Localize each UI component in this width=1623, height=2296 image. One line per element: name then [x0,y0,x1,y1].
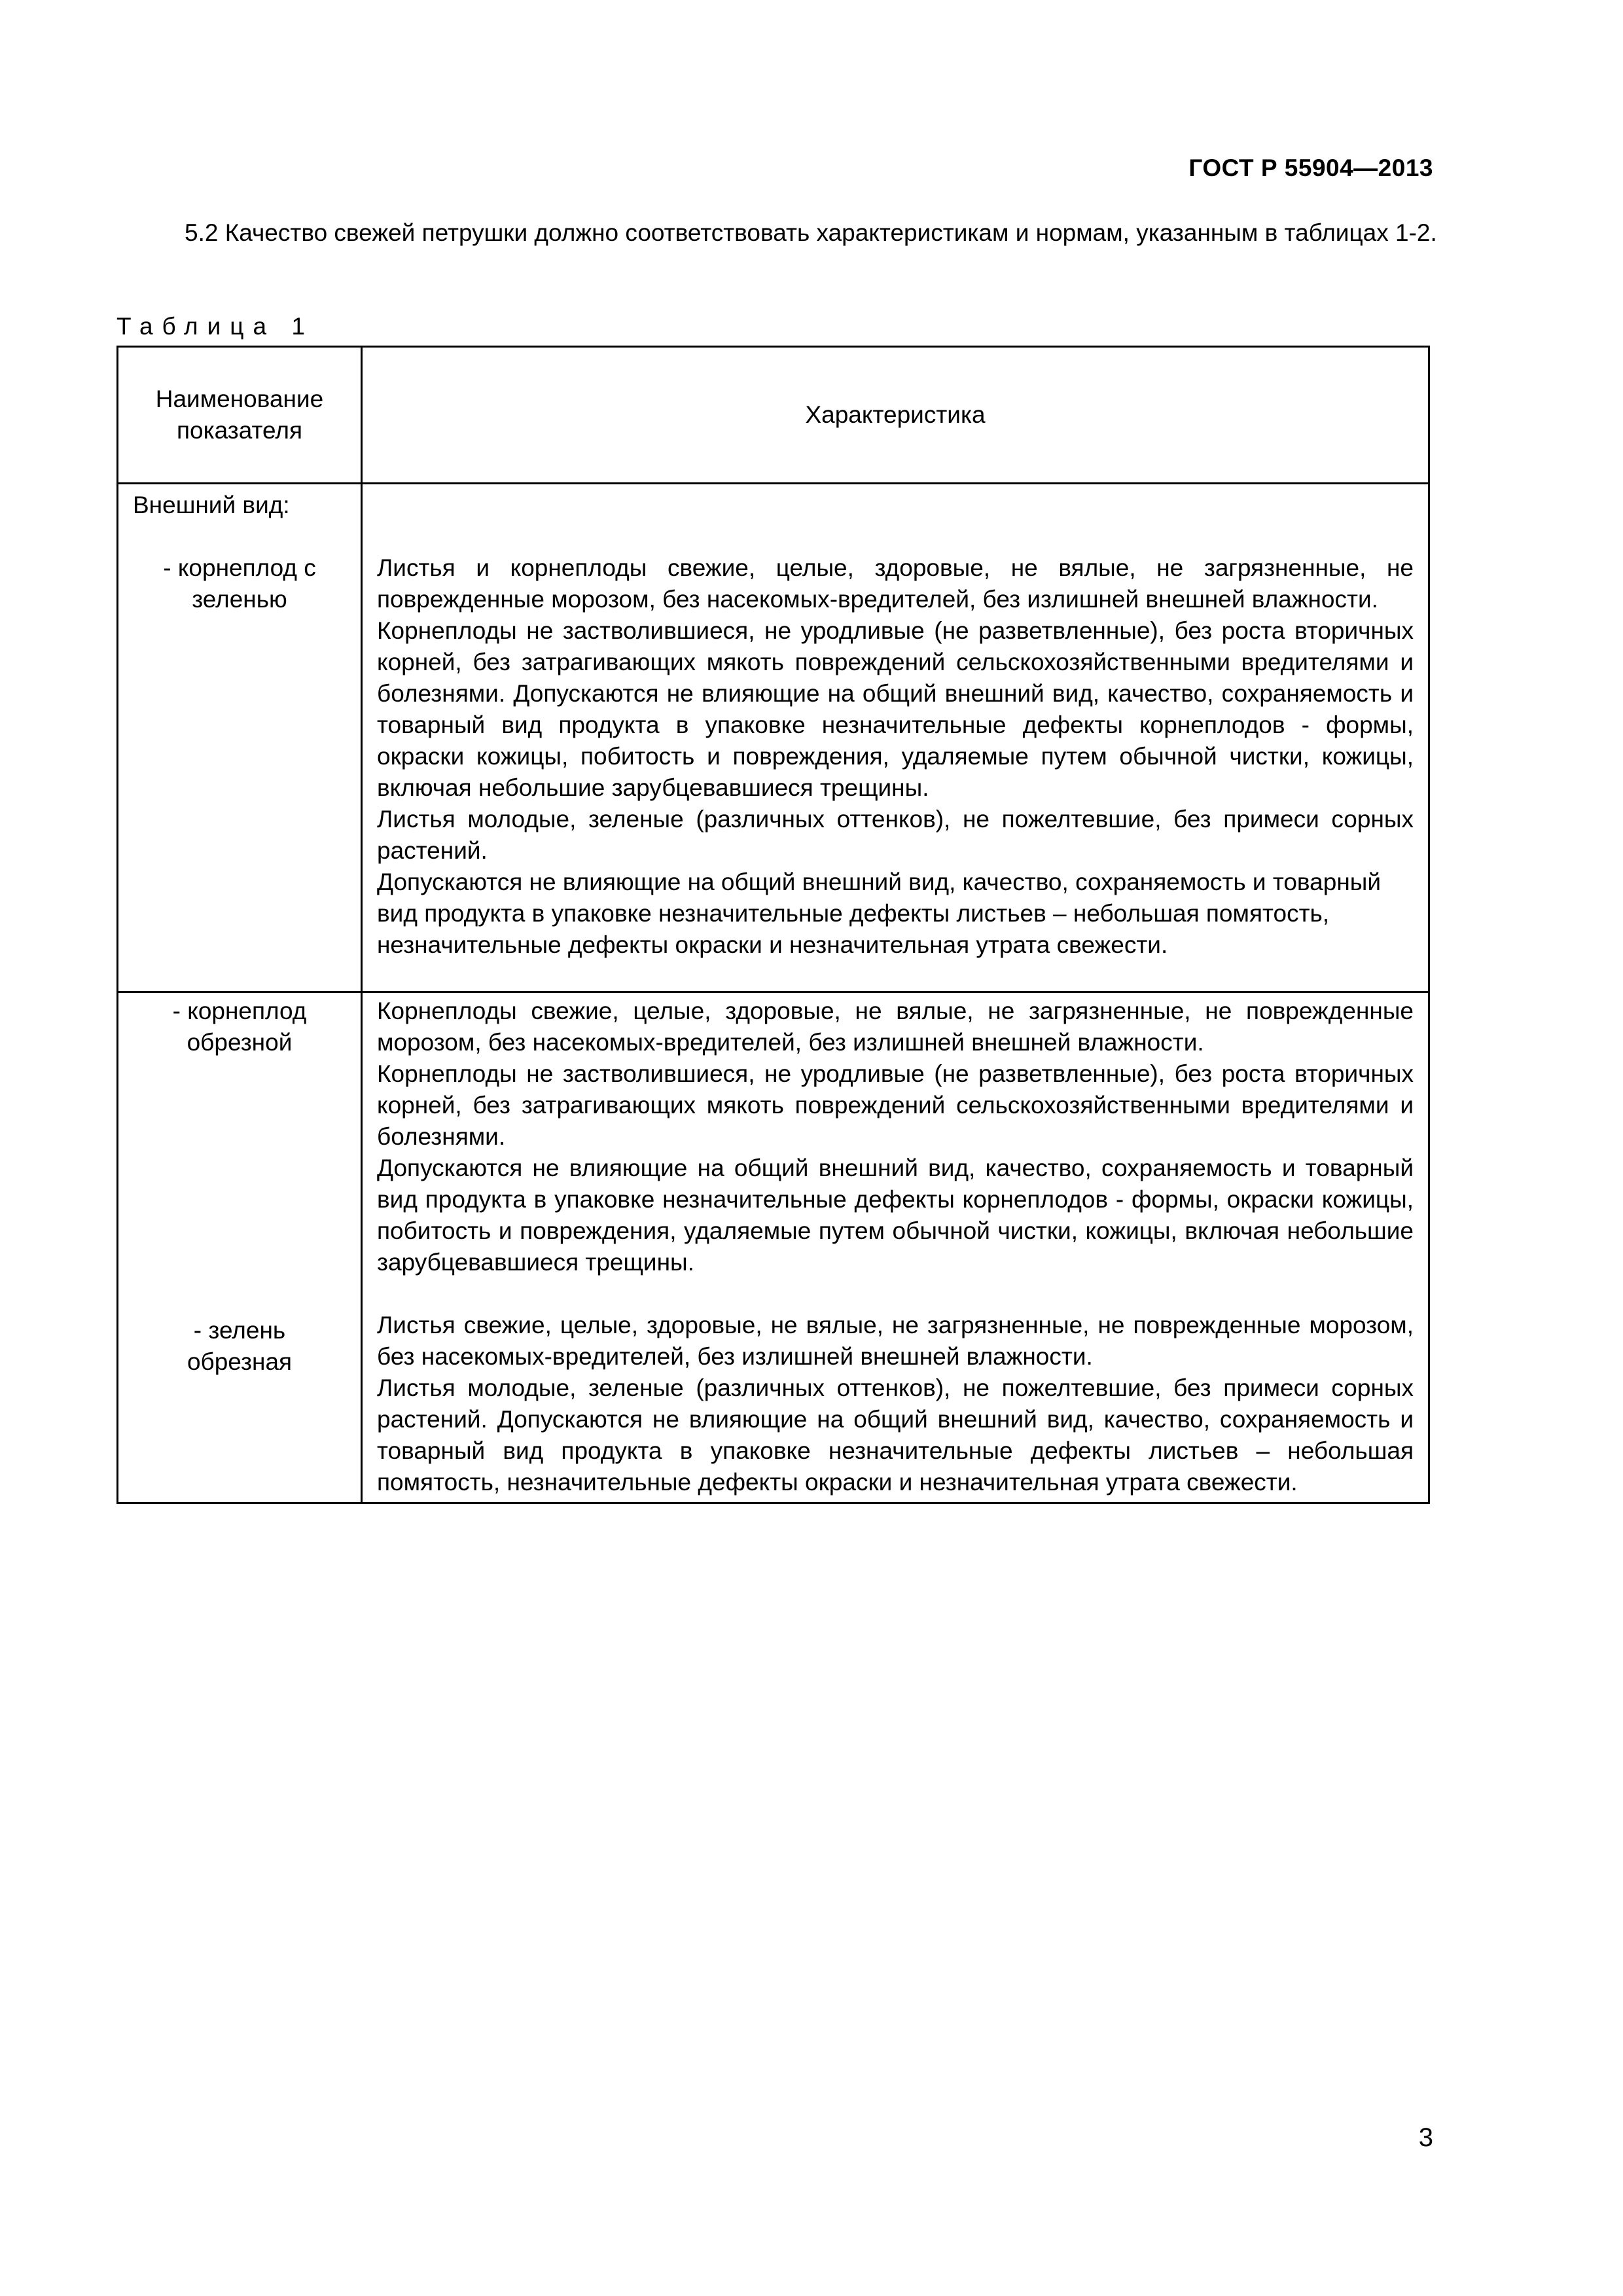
intro-paragraph: 5.2 Качество свежей петрушки должно соответствовать характеристикам и нормам, указанным в таблицах 1-2. [185,219,1437,246]
page-number: 3 [1418,2123,1433,2152]
col-header-indicator: Наименование показателя [118,347,362,484]
characteristic-paragraph: Листья молодые, зеленые (различных оттенков), не пожелтевшие, без примеси сорных растений. Допускаются не влияющие на общий внешний вид, качество, сохраняемость и товарный вид продукта в упаковке незначительные дефекты листьев – небольшая помятость, незначительные дефекты окраски и незначительная утрата свежести. [377,1374,1414,1496]
row-name-cell [118,484,362,992]
characteristic-paragraph: Корнеплоды не застволившиеся, не уродливые (не разветвленные), без роста вторичных корней, без затрагивающих мякоть повреждений сельскохозяйственными вредителями и болезнями. [377,1060,1414,1150]
characteristic-paragraph: Допускаются не влияющие на общий внешний вид, качество, сохраняемость и товарный вид продукта в упаковке незначительные дефекты корнеплодов - формы, окраски кожицы, побитость и повреждения, удаляемые путем обычной чистки, кожицы, включая небольшие зарубцевавшиеся трещины. [377,1155,1414,1276]
document-number: ГОСТ Р 55904—2013 [1188,154,1433,181]
row-name-cell [118,992,362,1503]
table-row [118,992,1429,1503]
col-header-characteristic: Характеристика [362,347,1429,484]
row-name: - корнеплод с зеленью [163,554,316,613]
table-caption: Таблица 1 [116,313,314,340]
quality-table [116,346,1430,1504]
row-characteristic-cell [362,484,1429,992]
characteristic-paragraph: Допускаются не влияющие на общий внешний вид, качество, сохраняемость и товарный вид продукта в упаковке незначительные дефекты листьев – небольшая помятость, незначительные дефекты окраски и незначительная утрата свежести. [377,869,1382,958]
group-label: Внешний вид: [133,492,290,518]
characteristic-paragraph: Листья молодые, зеленые (различных оттенков), не пожелтевшие, без примеси сорных растений. [377,806,1414,864]
characteristic-paragraph: Корнеплоды свежие, целые, здоровые, не вялые, не загрязненные, не поврежденные морозом, без насекомых-вредителей, без излишней внешней влажности. [377,997,1414,1056]
row-name: - корнеплод обрезной [172,997,307,1056]
table-header-row [118,347,1429,484]
row-characteristic-cell [362,992,1429,1503]
row-name: - зелень обрезная [187,1317,293,1375]
characteristic-paragraph: Листья свежие, целые, здоровые, не вялые, не загрязненные, не поврежденные морозом, без насекомых-вредителей, без излишней внешней влажности. [377,1312,1414,1370]
characteristic-paragraph: Листья и корнеплоды свежие, целые, здоровые, не вялые, не загрязненные, не поврежденные морозом, без насекомых-вредителей, без излишней внешней влажности. [377,554,1414,613]
table-row [118,484,1429,992]
characteristic-paragraph: Корнеплоды не застволившиеся, не уродливые (не разветвленные), без роста вторичных корней, без затрагивающих мякоть повреждений сельскохозяйственными вредителями и болезнями. Допускаются не влияющие на общий внешний вид, качество, сохраняемость и товарный вид продукта в упаковке незначительные дефекты корнеплодов - формы, окраски кожицы, побитость и повреждения, удаляемые путем обычной чистки, кожицы, включая небольшие зарубцевавшиеся трещины. [377,617,1414,801]
